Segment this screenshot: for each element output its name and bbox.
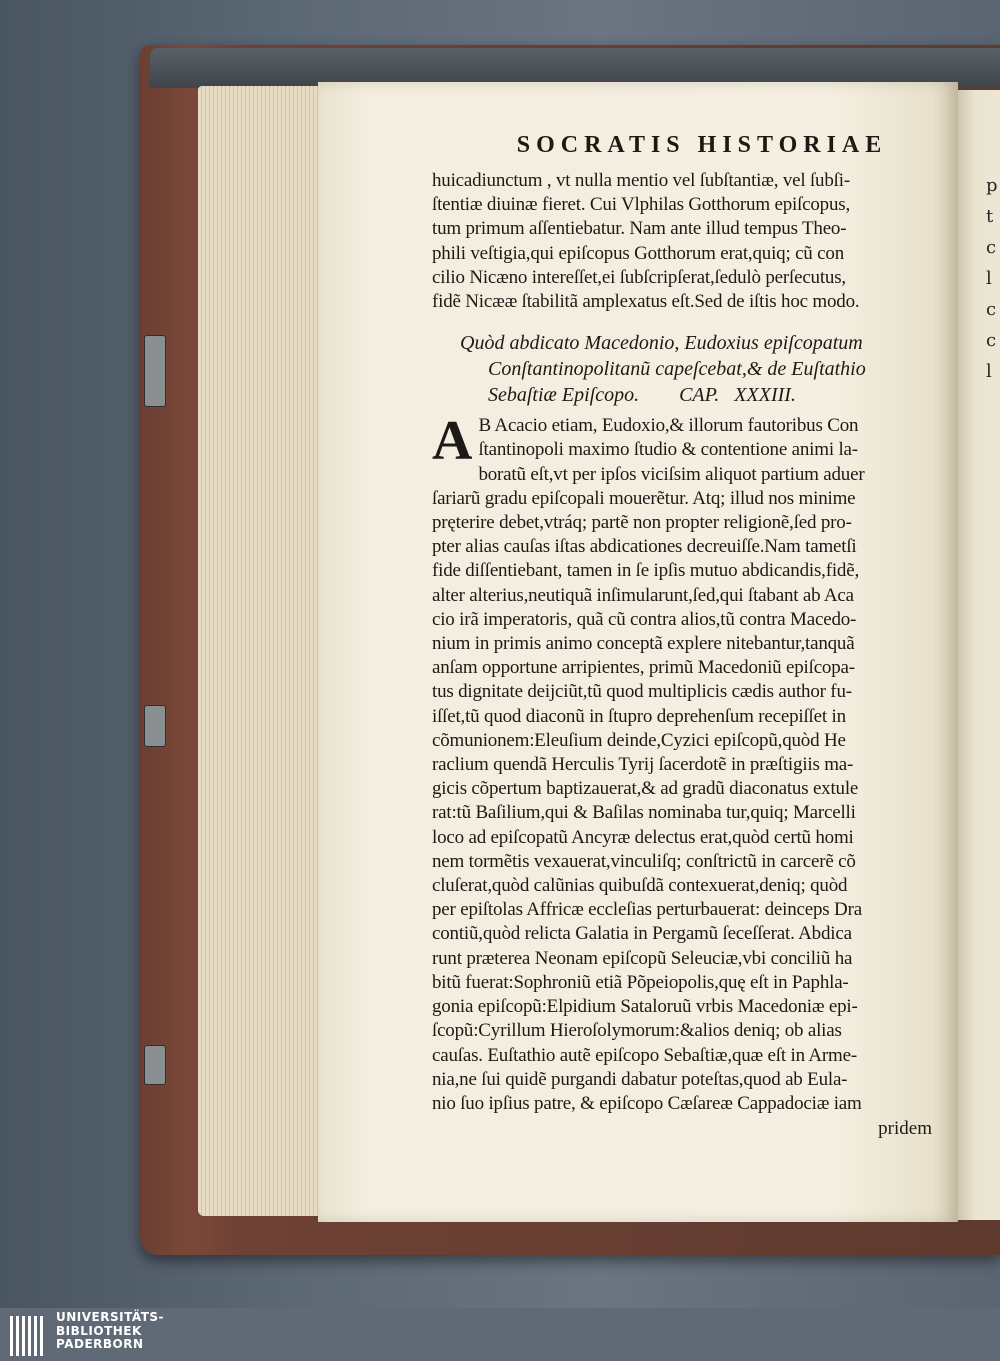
- drop-initial: A: [432, 410, 473, 473]
- facing-letter: c: [986, 299, 997, 320]
- facing-letter: [986, 1007, 1000, 1038]
- facing-letter: p: [986, 175, 998, 196]
- facing-page-letters: [986, 170, 1000, 1131]
- text-line: fide diſſentiebant, tamen in ſe ipſis mutuo abdicandis,fidẽ,: [432, 560, 860, 582]
- chapter-title-line: Conſtantinopolitanũ capeſcebat,& de Euſtathio: [488, 358, 866, 381]
- facing-letter: [986, 976, 1000, 1007]
- page-text: [432, 128, 932, 1140]
- chapter-title-line: Sebaſtiæ Epiſcopo. CAP. XXXIII.: [488, 384, 796, 407]
- facing-letter: [986, 1100, 1000, 1131]
- facing-letter: l: [986, 268, 992, 289]
- facing-letter: t: [986, 206, 994, 227]
- text-line: tum primum aſſentiebatur. Nam ante illud tempus Theo-: [432, 218, 847, 240]
- running-head: SOCRATIS HISTORIAE: [516, 132, 888, 158]
- text-line: ſtantinopoli maximo ſtudio & contentione animi la-: [478, 439, 858, 461]
- facing-letter: [986, 418, 1000, 449]
- facing-letter: [986, 852, 1000, 883]
- text-line: cauſas. Euſtathio autẽ epiſcopo Sebaſtiæ,quæ eſt in Arme-: [432, 1044, 857, 1066]
- facing-letter: [986, 542, 1000, 573]
- text-line: gicis cõpertum baptizauerat,& ad gradũ diaconatus extule: [432, 778, 859, 800]
- facing-letter: [986, 790, 1000, 821]
- library-name: [56, 1311, 164, 1352]
- facing-letter: [986, 759, 1000, 790]
- text-line: nio ſuo ipſius patre, & epiſcopo Cæſareæ Cappadociæ iam: [432, 1092, 862, 1114]
- paragraph-previous-chapter: [432, 169, 932, 314]
- text-line: iſſet,tũ quod diaconũ in ſtupro deprehenſum recepiſſet in: [432, 705, 846, 727]
- text-line: bitũ fuerat:Sophroniũ etiã Põpeiopolis,quę eſt in Paphla-: [432, 971, 849, 993]
- text-line: nem tormẽtis vexauerat,vinculiſq; conſtrictũ in carcerẽ cõ: [432, 850, 856, 872]
- text-line: ſtentiæ diuinæ fieret. Cui Vlphilas Gotthorum epiſcopus,: [432, 194, 851, 216]
- clasp-icon: [144, 705, 166, 747]
- facing-letter: [986, 914, 1000, 945]
- facing-letter: [986, 945, 1000, 976]
- text-line: pręterire debet,vtráq; partẽ non propter religionẽ,ſed pro-: [432, 512, 852, 534]
- text-line: phili veſtigia,qui epiſcopus Gotthorum erat,quiq; cũ con: [432, 242, 844, 264]
- facing-letter: [986, 604, 1000, 635]
- facing-letter: [986, 573, 1000, 604]
- text-line: gonia epiſcopũ:Elpidium Sataloruũ vrbis Macedoniæ epi-: [432, 996, 858, 1018]
- text-line: cilio Nicæno intereſſet,ei ſubſcripſerat,ſedulò perſecutus,: [432, 266, 846, 288]
- facing-letter: [986, 511, 1000, 542]
- facing-letter: [986, 480, 1000, 511]
- text-line: loco ad epiſcopatũ Ancyræ delectus erat,quòd certũ homi: [432, 826, 854, 848]
- library-name-line: PADERBORN: [56, 1337, 144, 1351]
- text-line: tus dignitate deijciũt,tũ quod multiplicis cædis author fu-: [432, 681, 852, 703]
- library-name-line: BIBLIOTHEK: [56, 1323, 142, 1338]
- facing-letter: [986, 449, 1000, 480]
- facing-letter: l: [986, 361, 992, 382]
- text-line: ſariarũ gradu epiſcopali mouerẽtur. Atq; illud nos minime: [432, 487, 856, 509]
- text-line: boratũ eſt,vt per ipſos viciſsim aliquot partium aduer: [478, 463, 865, 485]
- facing-letter: [986, 697, 1000, 728]
- facing-letter: [986, 1038, 1000, 1069]
- facing-letter: [986, 387, 1000, 418]
- text-line: ſcopũ:Cyrillum Hieroſolymorum:&alios deniq; ob alias: [432, 1020, 842, 1042]
- facing-letter: [986, 1069, 1000, 1100]
- text-line: per epiſtolas Affricæ eccleſias perturbauerat: deinceps Dra: [432, 899, 862, 921]
- text-line: anſam opportune arripientes, primũ Macedoniũ epiſcopa-: [432, 657, 855, 679]
- text-line: nia,ne ſui quidẽ purgandi dabatur poteſtas,quod ab Eula-: [432, 1068, 848, 1090]
- text-line: B Acacio etiam, Eudoxio,& illorum fautoribus Con: [478, 415, 859, 437]
- text-line: nium in primis animo conceptã explere nitebantur,tanquã: [432, 633, 855, 655]
- facing-letter: c: [986, 330, 997, 351]
- text-line: alter alterius,neutiquã inſimularunt,ſed,qui ſtabant ab Aca: [432, 584, 854, 606]
- facing-letter: [986, 821, 1000, 852]
- catchword: pridem: [878, 1118, 932, 1140]
- library-name-line: UNIVERSITÄTS-: [56, 1310, 165, 1324]
- library-logo-icon: [10, 1314, 46, 1358]
- text-line: huicadiunctum , vt nulla mentio vel ſubſtantiæ, vel ſubſi-: [432, 170, 850, 191]
- chapter-title-line: Quòd abdicato Macedonio, Eudoxius epiſcopatum: [460, 332, 863, 355]
- text-line: runt præterea Neonam epiſcopũ Seleuciæ,vbi conciliũ ha: [432, 947, 853, 969]
- clasp-icon: [144, 1045, 166, 1085]
- chapter-body: [432, 410, 932, 1116]
- text-line: pter alias cauſas iſtas abdicationes decreuiſſe.Nam tametſi: [432, 536, 857, 558]
- text-line: cluſerat,quòd calũnias quibuſdã contexuerat,deniq; quòd: [432, 875, 848, 897]
- clasp-icon: [144, 335, 166, 407]
- chapter-title: [432, 330, 932, 408]
- facing-letter: [986, 635, 1000, 666]
- facing-letter: [986, 666, 1000, 697]
- page-stack: [198, 86, 323, 1216]
- facing-letter: [986, 883, 1000, 914]
- text-line: raclium quendã Herculis Tyrij ſacerdotẽ in præſtigiis ma-: [432, 754, 854, 776]
- text-line: rat:tũ Baſilium,qui & Baſilas nominaba tur,quiq; Marcelli: [432, 802, 856, 824]
- text-line: cio irã imperatoris, quã cũ contra alios,tũ contra Macedo-: [432, 608, 857, 630]
- facing-letter: c: [986, 237, 997, 258]
- text-line: cõmunionem:Eleuſium deinde,Cyzici epiſcopũ,quòd He: [432, 729, 846, 751]
- text-line: contiũ,quòd relicta Galatia in Pergamũ ſeceſſerat. Abdica: [432, 923, 852, 945]
- facing-letter: [986, 728, 1000, 759]
- text-line: fidẽ Nicææ ſtabilitã amplexatus eſt.Sed de iſtis hoc modo.: [432, 291, 860, 313]
